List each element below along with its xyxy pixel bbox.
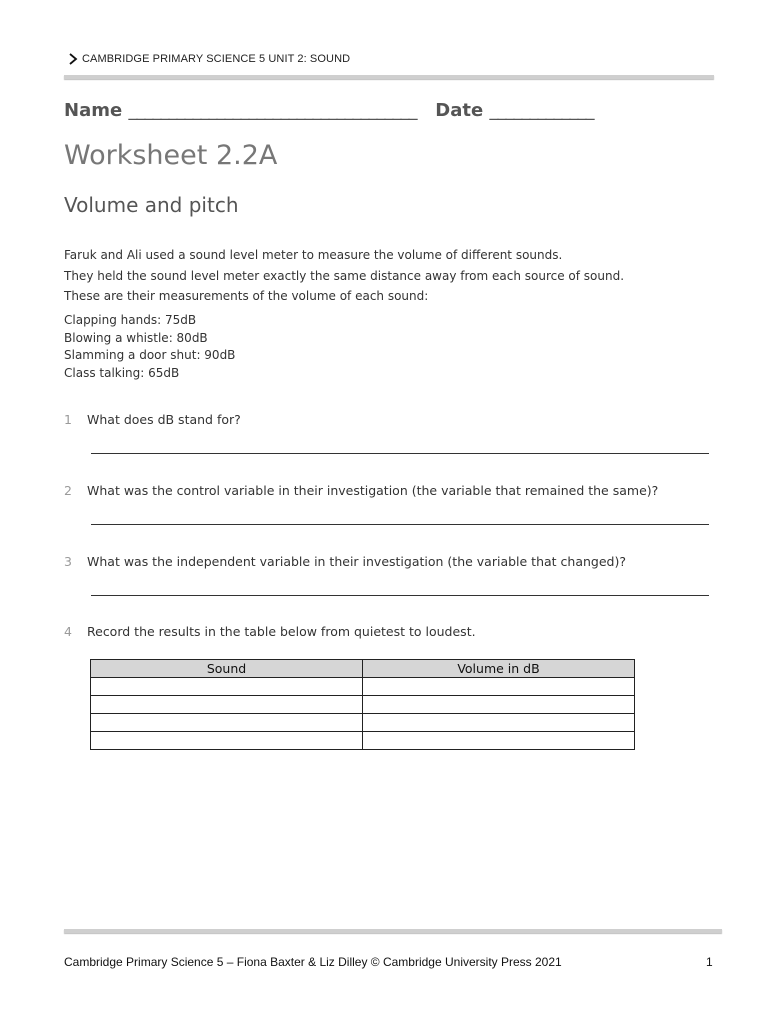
question-text: What was the control variable in their investigation (the variable that remained the same)? — [87, 483, 659, 498]
header-text: CAMBRIDGE PRIMARY SCIENCE 5 UNIT 2: SOUND — [82, 53, 351, 65]
table-row — [91, 732, 635, 750]
question-2 — [64, 483, 658, 498]
chevron-right-icon — [66, 52, 80, 66]
question-text: Record the results in the table below from quietest to loudest. — [87, 624, 476, 639]
column-header-volume: Volume in dB — [363, 660, 635, 678]
name-label: Name — [64, 100, 123, 121]
intro-line: Faruk and Ali used a sound level meter to measure the volume of different sounds. — [64, 248, 563, 262]
worksheet-subtitle: Volume and pitch — [64, 193, 239, 217]
answer-line-3[interactable] — [91, 595, 709, 596]
running-header — [66, 52, 350, 66]
date-label: Date — [435, 100, 484, 121]
question-number: 1 — [64, 412, 72, 427]
table-cell[interactable] — [363, 732, 635, 750]
question-3 — [64, 554, 626, 569]
table-header-row — [91, 660, 635, 678]
table-row — [91, 696, 635, 714]
date-blank: _____________ — [489, 100, 594, 121]
worksheet-title: Worksheet 2.2A — [64, 140, 278, 171]
header-divider — [64, 75, 714, 79]
table-row — [91, 714, 635, 732]
answer-line-2[interactable] — [91, 524, 709, 525]
question-1 — [64, 412, 241, 427]
question-number: 3 — [64, 554, 72, 569]
question-4 — [64, 624, 476, 639]
footer-text: Cambridge Primary Science 5 – Fiona Baxter & Liz Dilley © Cambridge University Press 2021 — [64, 955, 562, 969]
name-blank: ____________________________________ — [128, 100, 417, 121]
measurement-item: Class talking: 65dB — [64, 365, 180, 380]
question-number: 4 — [64, 624, 72, 639]
page-number: 1 — [706, 955, 713, 969]
table-cell[interactable] — [91, 732, 363, 750]
answer-line-1[interactable] — [91, 453, 709, 454]
footer-divider — [64, 929, 722, 933]
measurement-item: Clapping hands: 75dB — [64, 313, 197, 327]
measurement-list — [64, 312, 235, 382]
table-cell[interactable] — [363, 714, 635, 732]
table-cell[interactable] — [91, 696, 363, 714]
question-text: What was the independent variable in their investigation (the variable that changed)? — [87, 554, 626, 569]
measurement-item: Blowing a whistle: 80dB — [64, 330, 208, 345]
name-date-row — [64, 100, 724, 121]
question-text: What does dB stand for? — [87, 412, 241, 427]
table-row — [91, 678, 635, 696]
table-cell[interactable] — [363, 696, 635, 714]
intro-paragraph — [64, 245, 714, 307]
intro-line: They held the sound level meter exactly the same distance away from each source of sound. — [64, 268, 625, 283]
results-table — [90, 659, 635, 750]
table-cell[interactable] — [91, 714, 363, 732]
column-header-sound: Sound — [91, 660, 363, 678]
table-cell[interactable] — [363, 678, 635, 696]
table-cell[interactable] — [91, 678, 363, 696]
question-number: 2 — [64, 483, 72, 498]
measurement-item: Slamming a door shut: 90dB — [64, 348, 236, 362]
intro-line: These are their measurements of the volume of each sound: — [64, 289, 429, 303]
